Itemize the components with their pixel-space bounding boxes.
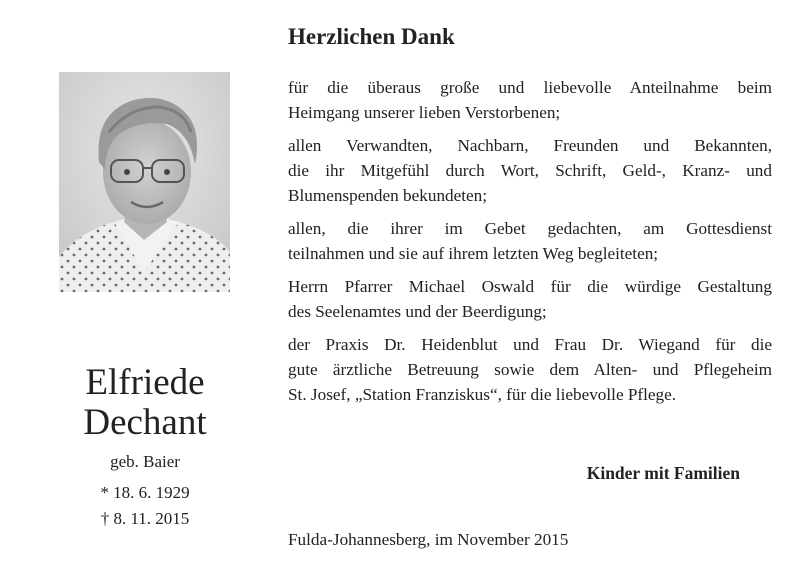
text-line: für die überaus große und liebevolle Anteilnahme beim (288, 78, 772, 97)
thanks-paragraph (288, 75, 772, 125)
text-line: die ihr Mitgefühl durch Wort, Schrift, Geld-, Kranz- und (288, 161, 772, 180)
text-line: allen, die ihrer im Gebet gedachten, am Gottesdienst (288, 219, 772, 238)
thanks-paragraph (288, 274, 772, 324)
thanks-paragraph (288, 133, 772, 208)
notice-heading: Herzlichen Dank (288, 24, 455, 49)
deceased-first-name: Elfriede (85, 362, 205, 403)
text-line: Heimgang unserer lieben Verstorbenen; (288, 103, 561, 122)
thanks-text (288, 75, 772, 415)
text-line: des Seelenamtes und der Beerdigung; (288, 302, 547, 321)
text-line: Herrn Pfarrer Michael Oswald für die würdige Gestaltung (288, 277, 772, 296)
text-line: allen Verwandten, Nachbarn, Freunden und Bekannten, (288, 136, 772, 155)
maiden-name: geb. Baier (110, 452, 180, 471)
text-line: gute ärztliche Betreuung sowie dem Alten- und Pflegeheim (288, 360, 772, 379)
thanks-paragraph (288, 216, 772, 266)
death-date: † 8. 11. 2015 (100, 509, 190, 528)
deceased-last-name: Dechant (83, 402, 207, 443)
signature: Kinder mit Familien (586, 463, 740, 483)
text-line: teilnahmen und sie auf ihrem letzten Weg begleiteten; (288, 244, 659, 263)
text-line: der Praxis Dr. Heidenblut und Frau Dr. Wiegand für die (288, 335, 772, 354)
text-line: St. Josef, „Station Franziskus“, für die liebevolle Pflege. (288, 385, 677, 404)
portrait-photo (59, 72, 230, 292)
text-line: Blumenspenden bekundeten; (288, 186, 488, 205)
birth-date: * 18. 6. 1929 (100, 483, 190, 502)
thanks-paragraph (288, 332, 772, 407)
place-date: Fulda-Johannesberg, im November 2015 (288, 530, 569, 549)
